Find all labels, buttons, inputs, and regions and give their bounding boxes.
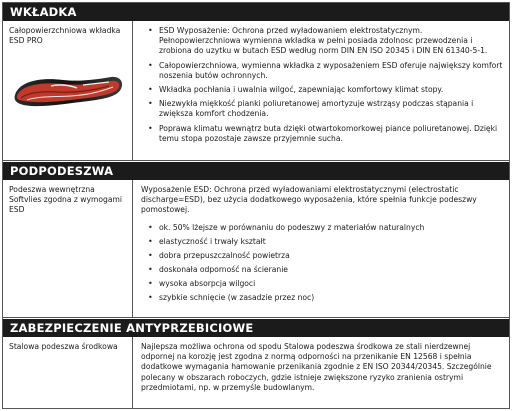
product-spec-table bbox=[2, 2, 510, 409]
section-header-wkladka: WKŁADKA bbox=[3, 3, 509, 21]
description-paragraph: Wyposażenie ESD: Ochrona przed wyładowaniami elektrostatycznymi (electrostatic discharge=ESD), bez użycia dodatkowego wyposażenia, które spełnia funkcje podeszwy pomostowej. bbox=[141, 185, 477, 215]
section-row-zabezpieczenie bbox=[3, 337, 509, 408]
list-item: • dobra przepuszczalność powietrza bbox=[145, 251, 503, 261]
insole-image bbox=[11, 55, 125, 117]
content-cell bbox=[133, 21, 509, 160]
section-row-wkladka bbox=[3, 21, 509, 161]
section-row-podpodeszwa bbox=[3, 180, 509, 318]
list-item: • ESD Wyposażenie: Ochrona przed wyładowaniem elektrostatycznym. Pełnopowierzchniowa wymienna wkładka w pełni posiada zdolnosc przewodzenia i zrobiona do uzytku w butach ESD według norm DIN EN ISO 20345 i DIN EN 61340-5-1. bbox=[145, 26, 503, 57]
label-cell bbox=[3, 180, 133, 317]
section-header-zabezpieczenie: ZABEZPIECZENIE ANTYPRZEBICIOWE bbox=[3, 319, 509, 337]
podpodeszwa-bullet-list bbox=[145, 223, 503, 304]
content-cell bbox=[133, 180, 509, 317]
list-item: • Poprawa klimatu wewnątrz buta dzięki otwartokomorkowej piance poliuretanowej. Dzięki temu stopa pozostaje zawsze przyjemnie sucha. bbox=[145, 124, 503, 144]
insole-label: Całopowierzchniowa wkładka ESD PRO bbox=[9, 26, 121, 46]
description-paragraph: Najlepsza możliwa ochrona od spodu Stalowa podeszwa środkowa ze stali nierdzewnej odpornej na korozję jest zgodna z normą odporności na przenikanie EN 12568 i spełnia dodatkowe wymagania hamowanie przenikania zgodnie z EN ISO 20344/20345. Szczególnie polecany w obszarach roboczych, gdzie istnieje zwiększone ryzyko zranienia ostrymi przedmiotami, np. w przemyśle budowlanym. bbox=[141, 342, 492, 392]
section-header-podpodeszwa: PODPODESZWA bbox=[3, 162, 509, 180]
list-item: • Całopowierzchniowa, wymienna wkładka z wyposażeniem ESD oferuje największy komfort noszenia butów ochronnych. bbox=[145, 61, 503, 81]
label-cell bbox=[3, 21, 133, 160]
list-item: • szybkie schnięcie (w zasadzie przez noc) bbox=[145, 293, 503, 303]
insole-label: Podeszwa wewnętrzna Softvlies zgodna z wymogami ESD bbox=[9, 185, 123, 215]
list-item: • wysoka absorpcja wilgoci bbox=[145, 279, 503, 289]
list-item: • elastyczność i trwały kształt bbox=[145, 237, 503, 247]
insole-label: Stalowa podeszwa środkowa bbox=[9, 342, 118, 351]
wkladka-bullet-list bbox=[145, 26, 503, 144]
list-item: • Wkładka pochłania i uwalnia wilgoć, zapewniając komfortowy klimat stopy. bbox=[145, 85, 503, 95]
content-cell bbox=[133, 337, 509, 408]
label-cell bbox=[3, 337, 133, 408]
list-item: • doskonała odporność na ścieranie bbox=[145, 265, 503, 275]
list-item: • ok. 50% lżejsze w porównaniu do podeszwy z materiałów naturalnych bbox=[145, 223, 503, 233]
list-item: • Niezwykła miękkość pianki poliuretanowej amortyzuje wstrząsy podczas stąpania i zwiększa komfort chodzenia. bbox=[145, 99, 503, 119]
